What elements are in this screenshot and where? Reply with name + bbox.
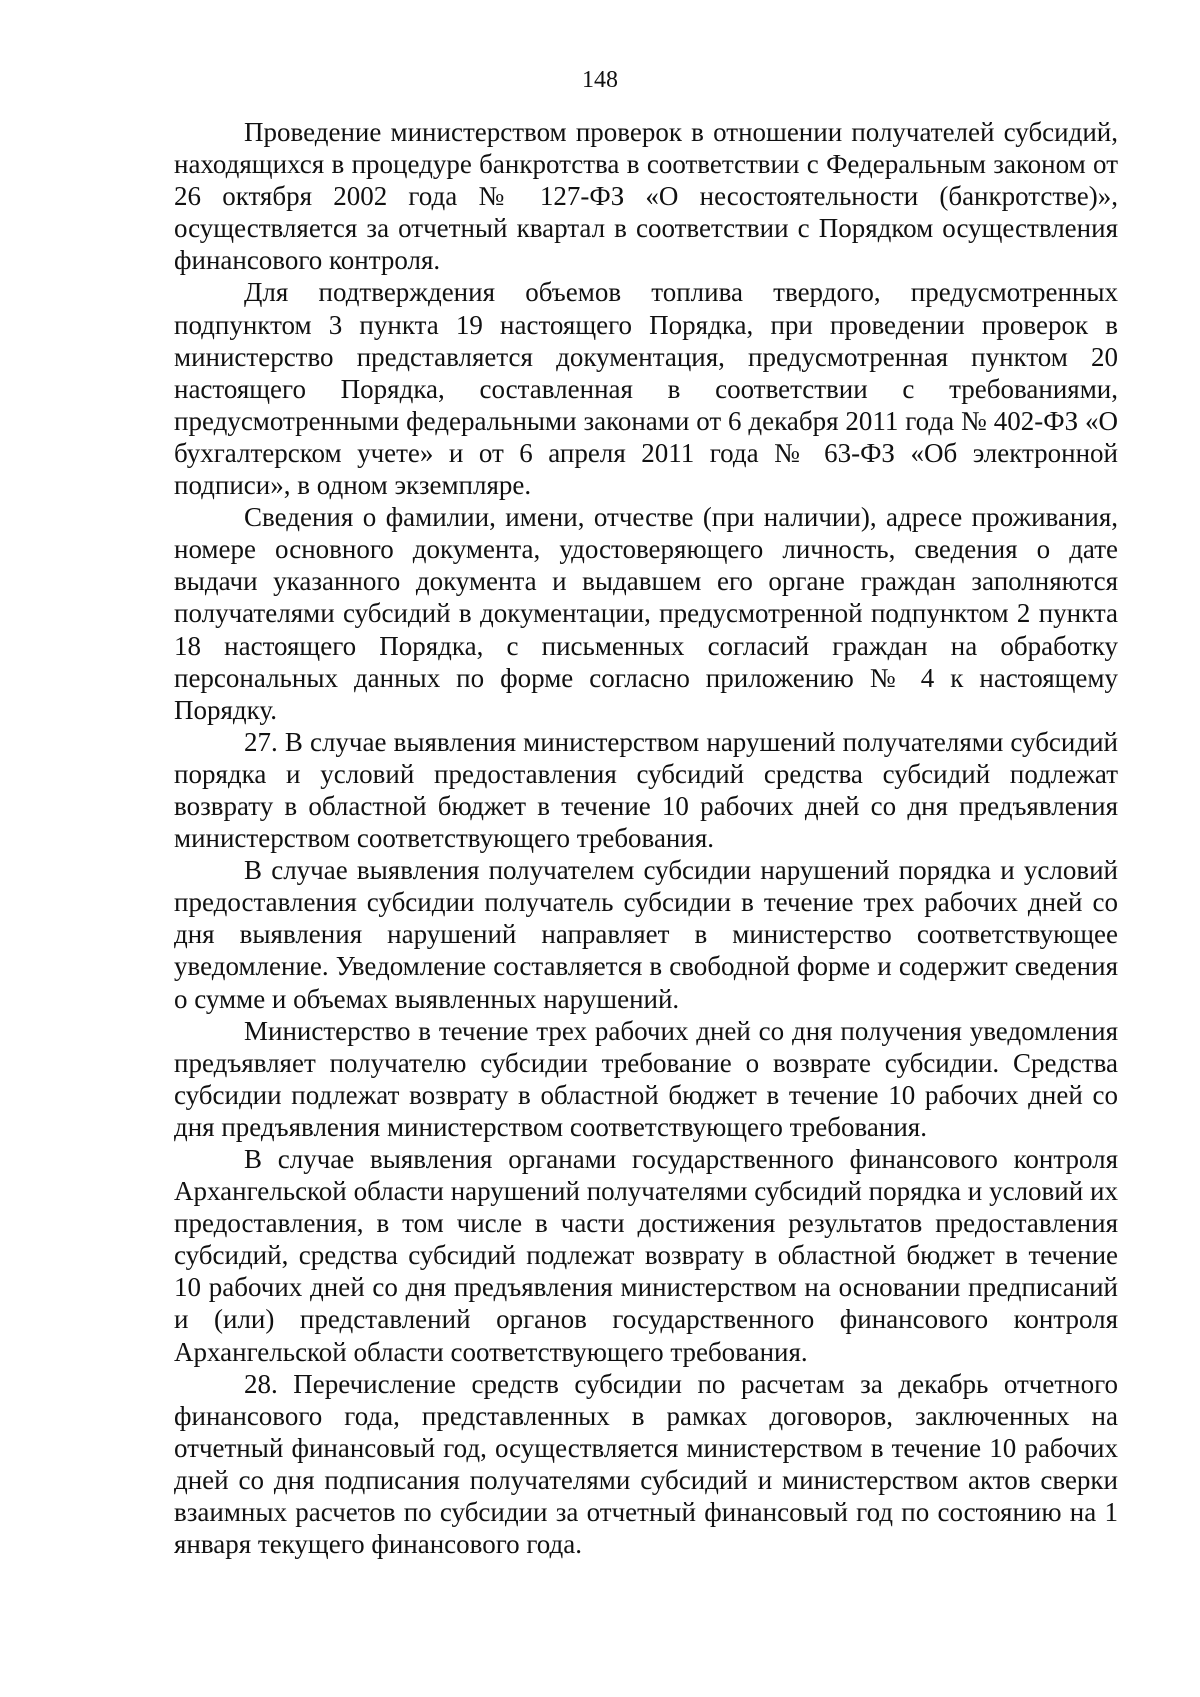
paragraph-ministry-demand: Министерство в течение трех рабочих дней со дня получения уведомления предъявляет получателю субсидии требование о возврате субсидии. Средства субсидии подлежат возврату в областной бюджет в течение 10 рабочих дней со дня предъявления министерством соответствующего требования.	[174, 1015, 1118, 1142]
page-number: 148	[582, 67, 618, 93]
paragraph-item-28: 28. Перечисление средств субсидии по расчетам за декабрь отчетного финансового года, представленных в рамках договоров, заключенных на отчетный финансовый год, осуществляется министерством в течение 10 рабочих дней со дня подписания получателями субсидий и министерством актов сверки взаимных расчетов по субсидии за отчетный финансовый год по состоянию на 1 января текущего финансового года.	[174, 1368, 1118, 1560]
paragraph-item-27: 27. В случае выявления министерством нарушений получателями субсидий порядка и условий предоставления субсидий средства субсидий подлежат возврату в областной бюджет в течение 10 рабочих дней со дня предъявления министерством соответствующего требования.	[174, 726, 1118, 854]
paragraph-fuel-volume-confirmation: Для подтверждения объемов топлива твердого, предусмотренных подпунктом 3 пункта 19 настоящего Порядка, при проведении проверок в министерство представляется документация, предусмотренная пунктом 20 настоящего Порядка, составленная в соответствии с требованиями, предусмотренными федеральными законами от 6 декабря 2011 года № 402-ФЗ «О бухгалтерском учете» и от 6 апреля 2011 года № 63-ФЗ «Об электронной подписи», в одном экземпляре.	[174, 277, 1118, 501]
paragraph-recipient-notification: В случае выявления получателем субсидии нарушений порядка и условий предоставления субсидии получатель субсидии в течение трех рабочих дней со дня выявления нарушений направляет в министерство соответствующее уведомление. Уведомление составляется в свободной форме и содержит сведения о сумме и объемах выявленных нарушений.	[174, 855, 1118, 1014]
document-body	[174, 116, 1118, 1560]
paragraph-financial-control: В случае выявления органами государственного финансового контроля Архангельской области нарушений получателями субсидий порядка и условий их предоставления, в том числе в части достижения результатов предоставления субсидий, средства субсидий подлежат возврату в областной бюджет в течение 10 рабочих дней со дня предъявления министерством на основании предписаний и (или) представлений органов государственного финансового контроля Архангельской области соответствующего требования.	[174, 1144, 1118, 1367]
paragraph-bankruptcy-inspections: Проведение министерством проверок в отношении получателей субсидий, находящихся в процедуре банкротства в соответствии с Федеральным законом от 26 октября 2002 года № 127-ФЗ «О несостоятельности (банкротстве)», осуществляется за отчетный квартал в соответствии с Порядком осуществления финансового контроля.	[174, 117, 1118, 276]
paragraph-personal-data: Сведения о фамилии, имени, отчестве (при наличии), адресе проживания, номере основного документа, удостоверяющего личность, сведения о дате выдачи указанного документа и выдавшем его органе граждан заполняются получателями субсидий в документации, предусмотренной подпунктом 2 пункта 18 настоящего Порядка, с письменных согласий граждан на обработку персональных данных по форме согласно приложению № 4 к настоящему Порядку.	[174, 502, 1118, 725]
